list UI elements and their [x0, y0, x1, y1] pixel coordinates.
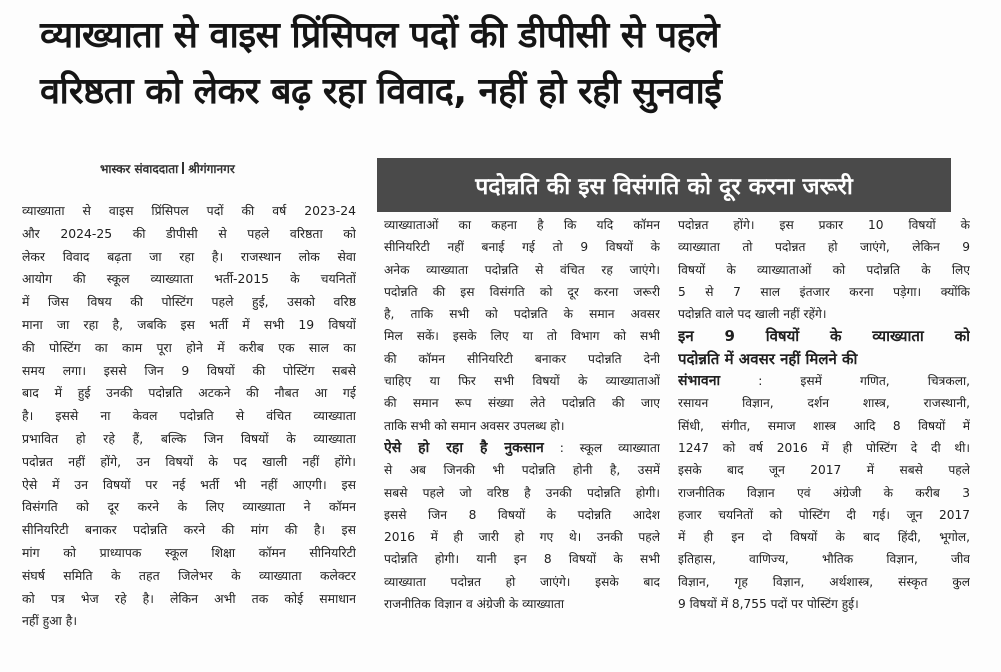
subheading-line: पदोन्नति में अवसर नहीं मिलने की [678, 349, 858, 368]
byline-agency: भास्कर संवाददाता [100, 162, 179, 176]
text-line: इसके बाद जून 2017 में सबसे पहले [678, 463, 970, 478]
text-line: और 2024-25 की डीपीसी से पहले वरिष्ठता को [22, 225, 356, 241]
text-line: बाद में हुई उनकी पदोन्नति अटकने की नौबत आ गई [22, 385, 356, 401]
text-line: समय लगा। इससे जिन 9 विषयों की पोस्टिंग सबसे [22, 362, 356, 378]
text-line: है, ताकि सभी को पदोन्नति के समान अवसर [384, 307, 660, 322]
text-line: की कॉमन सीनियरिटी बनाकर पदोन्नति देनी [384, 351, 660, 366]
paragraph-lead-line [384, 437, 660, 459]
byline-place: श्रीगंगानगर [188, 162, 235, 176]
text-line: रसायन विज्ञान, दर्शन शास्त्र, राजस्थानी, [678, 396, 970, 411]
text-line: की पोस्टिंग का काम पूरा होने में करीब एक साल का [22, 339, 356, 355]
text-line: ताकि सभी को समान अवसर उपलब्ध हो। [384, 418, 565, 433]
article-column-3 [678, 214, 970, 615]
paragraph-lead: संभावना [678, 373, 721, 390]
text-line: सीनियरिटी बनाकर पदोन्नति करने की मांग की है। इस [22, 522, 356, 538]
text-line: हजार चयनितों को पोस्टिंग दी गई। जून 2017 [678, 507, 970, 522]
text-line: 1247 को वर्ष 2016 में ही पोस्टिंग दे दी थी। [678, 440, 970, 455]
text-line: व्याख्याताओं का कहना है कि यदि कॉमन [384, 218, 660, 232]
text-line: विज्ञान, गृह विज्ञान, अर्थशास्त्र, संस्कृत कुल [678, 574, 970, 589]
byline [100, 160, 235, 177]
paragraph-lead-text: : इसमें गणित, चित्रकला, [720, 374, 970, 389]
text-line: प्रभावित हो रहे हैं, बल्कि जिन विषयों के व्याख्याता [22, 430, 356, 446]
text-line: सबसे पहले जो वरिष्ठ है उनकी पदोन्नति होगी। [384, 485, 660, 500]
text-line: संघर्ष समिति के तहत जिलेभर के व्याख्याता कलेक्टर [22, 567, 356, 583]
section-banner: पदोन्नति की इस विसंगति को दूर करना जरूरी [377, 158, 951, 212]
headline [40, 8, 980, 120]
text-line: पदोन्नत होंगे। इस प्रकार 10 विषयों के [678, 218, 970, 232]
text-line: की समान रूप संख्या लेते पदोन्नति की जाए [384, 396, 660, 411]
text-line: व्याख्याता तो पदोन्नत हो जाएंगे, लेकिन 9 [678, 240, 970, 255]
text-line: सीनियरिटी नहीं बनाई गई तो 9 विषयों के [384, 240, 660, 255]
text-line: व्याख्याता से वाइस प्रिंसिपल पदों की वर्ष 2023-24 [22, 203, 356, 218]
text-line: मांग को प्राध्यापक स्कूल शिक्षा कॉमन सीनियरिटी [22, 544, 356, 560]
text-line: माना जा रहा है, जबकि इस भर्ती में सभी 19 विषयों [22, 316, 356, 332]
text-line: पदोन्नति की इस विसंगति को दूर करना जरूरी [384, 284, 660, 299]
text-line: मिल सकें। इसके लिए या तो विभाग को सभी [384, 329, 660, 344]
article-column-2 [384, 214, 660, 615]
text-line: पदोन्नत नहीं होंगे, उन विषयों के पद खाली नहीं होंगे। [22, 453, 356, 469]
text-line: राजनीतिक विज्ञान व अंग्रेजी के व्याख्याता [384, 597, 564, 612]
paragraph-lead: ऐसे हो रहा है नुकसान [384, 439, 544, 456]
byline-separator [182, 162, 184, 174]
paragraph-lead-line [678, 370, 970, 392]
paragraph-lead-text: : स्कूल व्याख्याता [543, 440, 660, 455]
text-line: व्याख्याता पदोन्नत हो जाएंगे। इसके बाद [384, 574, 660, 589]
text-line: इतिहास, वाणिज्य, भौतिक विज्ञान, जीव [678, 552, 970, 567]
text-line: में जिस विषय की पोस्टिंग पहले हुई, उसको वरिष्ठ [22, 294, 356, 310]
text-line: लेकर विवाद बढ़ता जा रहा है। राजस्थान लोक सेवा [22, 248, 356, 264]
text-line: ऐसे में उन विषयों पर नई भर्ती भी नहीं आएगी। इस [22, 476, 356, 492]
text-line: को पत्र भेज रहे है। लेकिन अभी तक कोई समाधान [22, 590, 356, 606]
text-line: इससे जिन 8 विषयों के पदोन्नति आदेश [384, 507, 660, 522]
text-line: से अब जिनकी भी पदोन्नति होनी है, उसमें [384, 463, 660, 478]
headline-line-2: वरिष्ठता को लेकर बढ़ रहा विवाद, नहीं हो रही सुनवाई [40, 71, 722, 112]
headline-line-1: व्याख्याता से वाइस प्रिंसिपल पदों की डीपीसी से पहले [40, 15, 720, 56]
article-column-1 [22, 200, 356, 633]
text-line: चाहिए या फिर सभी विषयों के व्याख्याताओं [384, 374, 660, 389]
text-line: विषयों के व्याख्याताओं को पदोन्नति के लिए [678, 262, 970, 277]
text-line: में ही इन दो विषयों के बाद हिंदी, भूगोल, [678, 530, 970, 545]
text-line: आयोग की स्कूल व्याख्याता भर्ती-2015 के चयनितों [22, 271, 356, 287]
text-line: नहीं हुआ है। [22, 613, 78, 629]
text-line: 9 विषयों में 8,755 पदों पर पोस्टिंग हुई। [678, 597, 859, 612]
text-line: अनेक व्याख्याता पदोन्नति से वंचित रह जाएंगे। [384, 262, 660, 277]
subheading-line: इन 9 विषयों के व्याख्याता को [678, 327, 970, 346]
text-line: विसंगति को दूर करने के लिए व्याख्याता ने कॉमन [22, 499, 356, 515]
text-line: है। इससे ना केवल पदोन्नति से वंचित व्याख्याता [22, 408, 356, 424]
text-line: सिंधी, संगीत, समाज शास्त्र आदि 8 विषयों में [678, 418, 970, 433]
text-line: 5 से 7 साल इंतजार करना पड़ेगा। क्योंकि [678, 284, 970, 299]
text-line: पदोन्नति होगी। यानी इन 8 विषयों के सभी [384, 552, 660, 567]
text-line: राजनीतिक विज्ञान एवं अंग्रेजी के करीब 3 [678, 485, 970, 500]
text-line: पदोन्नति वाले पद खाली नहीं रहेंगे। [678, 307, 827, 322]
text-line: 2016 में ही जारी हो गए थे। उनकी पहले [384, 530, 660, 545]
